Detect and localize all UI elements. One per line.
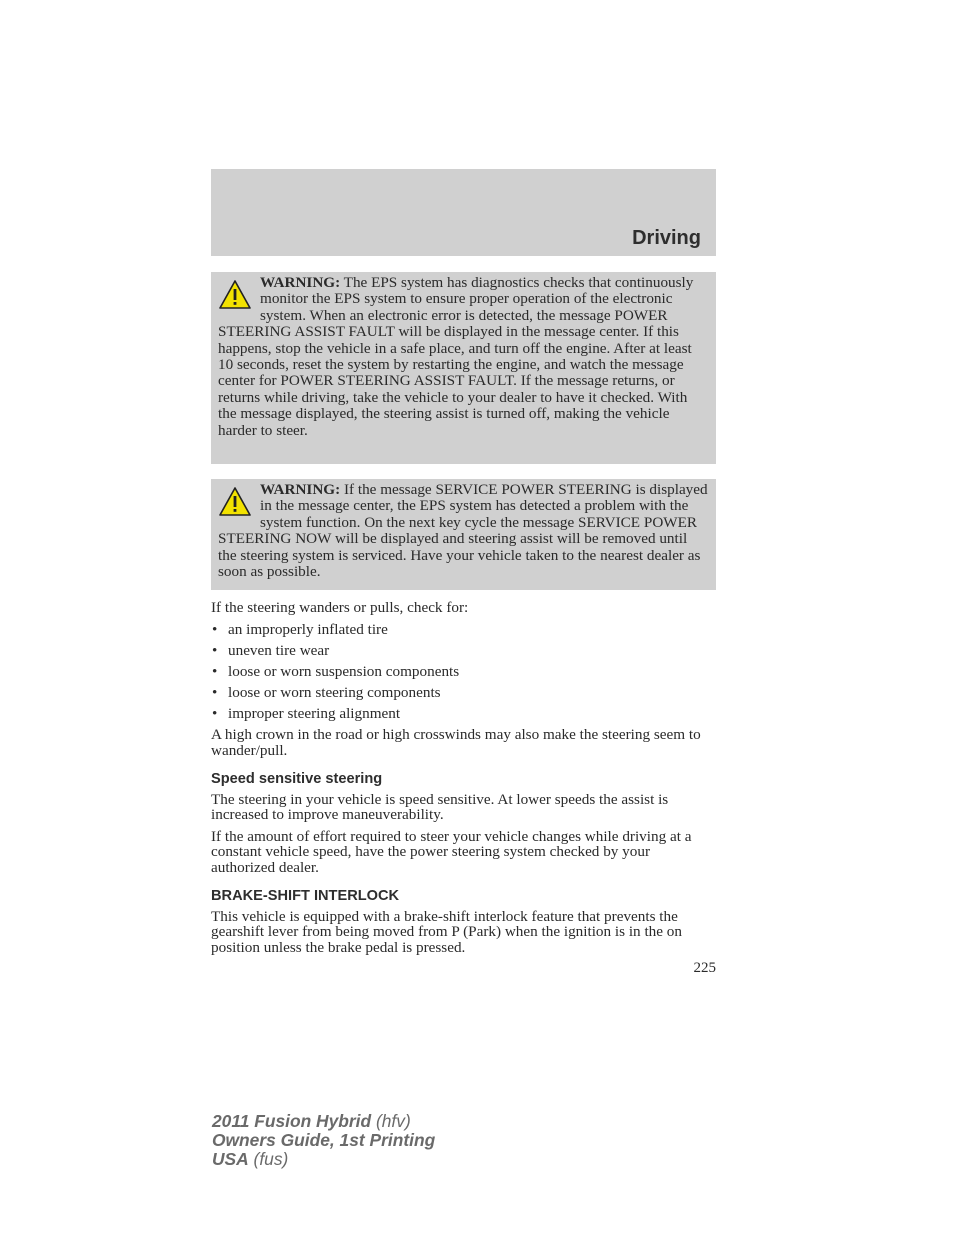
footer-line-guide: Owners Guide, 1st Printing	[212, 1130, 436, 1150]
warning-box-service-power-steering	[211, 479, 716, 590]
section-title: Driving	[632, 227, 701, 249]
speed-sensitive-heading: Speed sensitive steering	[211, 771, 383, 787]
steering-checklist	[211, 622, 716, 722]
list-item: • an improperly inflated tire	[211, 622, 716, 638]
list-item: • loose or worn steering components	[211, 685, 716, 701]
footer-line-model: 2011 Fusion Hybrid (hfv)	[212, 1111, 411, 1131]
list-item: • loose or worn suspension components	[211, 664, 716, 680]
list-item: • improper steering alignment	[211, 706, 716, 722]
warning-text: If the message SERVICE POWER STEERING is displayed in the message center, the EPS system has detected a problem with the system function. On the next key cycle the message SERVICE POWER STEERING NOW will be displayed and steering assist will be removed until the steering system is serviced. Have your vehicle taken to the nearest dealer as soon as possible.	[218, 481, 708, 581]
document-footer	[212, 1112, 435, 1169]
warning-triangle-icon	[218, 486, 252, 518]
section-header-band	[211, 169, 716, 256]
crown-note: A high crown in the road or high crosswinds may also make the steering seem to wander/pull.	[211, 726, 701, 759]
warning-text: The EPS system has diagnostics checks that continuously monitor the EPS system to ensure proper operation of the electronic system. When an electronic error is detected, the message POWER STEERING ASSIST FAULT will be displayed in the message center. If this happens, stop the vehicle in a safe place, and turn off the engine. After at least 10 seconds, reset the system by restarting the engine, and watch the message center for POWER STEERING ASSIST FAULT. If the message returns, or returns while driving, take the vehicle to your dealer to have it checked. With the message displayed, the steering assist is turned off, making the vehicle harder to steer.	[218, 274, 694, 439]
speed-paragraph-2: If the amount of effort required to steer your vehicle changes while driving at a constant vehicle speed, have the power steering system checked by your authorized dealer.	[211, 827, 692, 876]
warning-box-eps-diagnostics	[211, 272, 716, 464]
page-body	[211, 600, 716, 961]
warning-label: WARNING:	[260, 481, 341, 498]
footer-line-region: USA (fus)	[212, 1149, 289, 1169]
interlock-paragraph: This vehicle is equipped with a brake-shift interlock feature that prevents the gearshift lever from being moved from P (Park) when the ignition is in the on position unless the brake pedal is pressed.	[211, 907, 682, 956]
speed-paragraph-1: The steering in your vehicle is speed sensitive. At lower speeds the assist is increased to improve maneuverability.	[211, 790, 669, 823]
warning-label: WARNING:	[260, 274, 341, 291]
warning-triangle-icon	[218, 279, 252, 311]
list-item: • uneven tire wear	[211, 643, 716, 659]
brake-shift-interlock-heading: BRAKE-SHIFT INTERLOCK	[211, 888, 400, 904]
checklist-intro: If the steering wanders or pulls, check for:	[211, 599, 469, 616]
page-number: 225	[693, 960, 716, 976]
